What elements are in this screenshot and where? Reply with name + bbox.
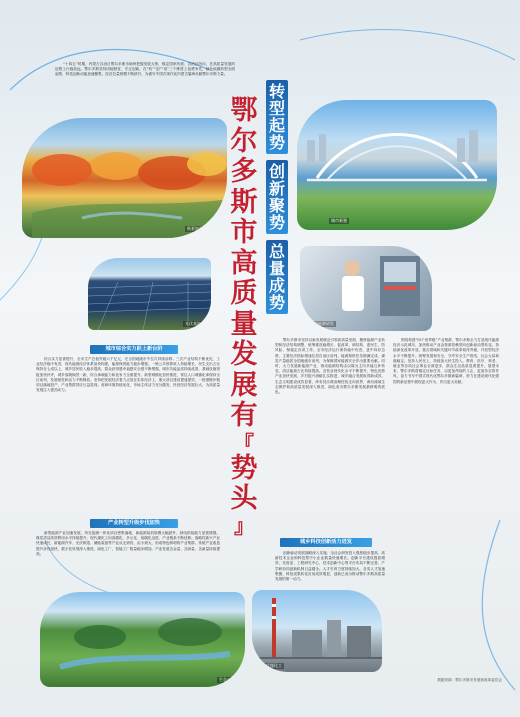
subtitle-char: 量 <box>268 259 285 278</box>
section-heading-2: 产业转型升级步伐加快 <box>90 519 178 528</box>
solar-panels-icon <box>88 258 211 330</box>
city-bridge-photo <box>297 100 497 230</box>
title-char: 势 <box>230 452 258 484</box>
autumn-forest-photo <box>22 118 227 238</box>
subtitle-transform <box>266 80 288 154</box>
subtitle-char: 总 <box>268 242 285 261</box>
subtitle-char: 新 <box>268 179 285 198</box>
bridge-caption: 城市新貌 <box>331 218 347 223</box>
subtitle-char: 势 <box>268 213 285 232</box>
subtitle-char: 势 <box>268 133 285 152</box>
title-char: 量 <box>230 308 258 340</box>
title-char: 尔 <box>230 125 258 157</box>
intro-paragraph: “十四五”时期，内蒙古自治区鄂尔多斯市始终把握发展大势，锚定国家所需、自治区所向，在高质量发展的征程上行稳致远。鄂尔多斯坚持因地制宜、守正创新，在“转”“创”“成”三个维度上奋勇争先，绿色低碳转型全面起势，科技创新动能加速聚集，经济总量规模不断跃升，为谱写中国式现代化内蒙古篇章贡献鄂尔多斯力量。 <box>55 62 235 77</box>
section-body-2: 新型能源产业加速发展，风光氢储一体化项目密集落地，新能源装机规模大幅跃升，绿电供给能力显著增强。煤炭清洁高效利用水平持续提升，现代煤化工向高端化、多元化、低碳化迈进，产业链条不断延伸。战略性新兴产业快速成长，新能源汽车、光伏制造、储能装备等产业从无到有、由小到大，形成特色鲜明的产业集群。传统产业改造提升步伐加快，数字化转型深入推进，绿色工厂、智能工厂数量稳步增加，产业发展含金量、含绿量、含新量持续提高。 <box>36 531 220 556</box>
footer-source: 数据来源：鄂尔多斯市发展和改革委员会 <box>437 678 502 682</box>
solar-field-photo <box>88 258 211 330</box>
subtitle-char: 起 <box>268 116 285 135</box>
title-char: 头 <box>230 483 258 514</box>
subtitle-char: 创 <box>268 162 285 181</box>
section-body-3: 创新驱动发展战略深入实施，全社会研发投入强度稳步提高，高新技术企业和科技型中小企业数量快速增长。创新平台建设提质增效，实验室、工程研究中心、技术创新中心等平台布局不断完善，产学研协同创新机制日益健全。人才引育力度持续加大，各类人才加速集聚，科技成果转化应用成效明显，创新已成为推动鄂尔多斯高质量发展的第一动力。 <box>275 551 385 582</box>
section-body-1: 综合实力显著提升，全市生产总值突破六千亿元，在全国地级市中位次持续前移。三次产业结构不断优化，工业经济稳中有进，现代能源经济体系加快构建，能源保供能力稳步增强。一般公共预算收入持续增长，民生支出占比保持在七成以上，城乡居民收入稳步提高，群众获得感幸福感安全感不断增强。城市功能品质持续改善，基础设施短板加快补齐，城乡面貌焕然一新，综合承载能力和竞争力全面提升。新型城镇化加快推进，常住人口城镇化率保持全区前列，发展韧性和活力不断释放。坚持把发展经济着力点放在实体经济上，重大项目建设提速提效，一批强链补链项目落地投产，产业集群效应日益显现。营商环境持续优化，市场主体活力充分激发，民营经济发展壮大，为高质量发展注入强劲动力。 <box>36 357 220 393</box>
plant-caption: 现代煤化工 <box>262 663 282 668</box>
park-pond-icon <box>40 592 245 687</box>
title-char: 有 <box>230 400 258 431</box>
section-heading-3: 城乡科技创新活力迸发 <box>280 538 372 547</box>
title-char: 市 <box>230 217 258 248</box>
subtitle-char: 成 <box>268 276 285 295</box>
autumn-caption: 秋景如画 <box>187 226 203 231</box>
bridge-arch-icon <box>297 100 497 230</box>
scientist-icon <box>300 246 432 331</box>
title-char: 』 <box>234 513 254 538</box>
right-column-text: 围绕构建“四个世界级”产业集群，鄂尔多斯全力打造现代能源经济示范城市，加快推动产业由资源依赖型向创新驱动型转变。持续深化改革开放，重点领域和关键环节改革取得突破，开放型经济水平不断提升。统筹发展和安全，守牢安全生产底线，社会大局和谐稳定。坚持人民至上，持续加大民生投入，教育、医疗、养老、就业等各项社会事业全面进步，群众生活品质显著提升。展望未来，鄂尔多斯将锚定目标任务，以更加昂扬的斗志、更加务实的作风，奋力书写中国式现代化鄂尔多斯新篇章，努力在建设现代化强国的新征程中展现更大作为、作出更大贡献。 <box>393 338 499 384</box>
subtitle-char: 型 <box>268 99 285 118</box>
title-char: 发 <box>230 339 258 370</box>
title-char: 多 <box>230 156 258 187</box>
chemical-plant-photo <box>252 590 382 672</box>
title-char: 展 <box>230 369 258 401</box>
park-photo <box>40 592 245 687</box>
subtitle-scale <box>266 240 288 314</box>
title-char: 鄂 <box>230 95 258 126</box>
title-char: 『 <box>234 430 254 455</box>
title-char: 质 <box>230 278 258 309</box>
subtitle-innovate <box>266 160 288 234</box>
middle-column-text: 鄂尔多斯市坚持以新发展理念引领高质量发展，聚焦能源产业转型和经济结构调整，统筹推进稳增长、促改革、调结构、惠民生、防风险、保稳定各项工作。全市经济运行保持稳中有进、进中向好态势，主要经济指标增速位居自治区前列。能源保供任务圆满完成，煤炭产量稳居全国地级市前列，为保障国家能源安全作出重要贡献。同时，大力发展新能源产业，推动能源结构由以煤为主向多能互补转变，清洁能源占比持续提高。农牧业现代化水平不断提升，特色优势产业加快发展，乡村振兴战略扎实推进，城乡融合发展取得新成效。生态文明建设成效显著，库布其沙漠治理经验走向世界，黄河流域生态保护和高质量发展深入推进，绿色成为鄂尔多斯发展最鲜明的底色。 <box>275 338 385 395</box>
title-char: 斯 <box>230 186 258 218</box>
subtitle-char: 聚 <box>268 196 285 215</box>
title-char: 高 <box>230 247 258 279</box>
section-heading-1: 城市综合实力跃上新台阶 <box>90 345 178 354</box>
lab-research-photo <box>300 246 432 331</box>
solar-caption: 光伏基地 <box>185 321 201 326</box>
factory-chimney-icon <box>252 590 382 672</box>
subtitle-char: 势 <box>268 293 285 312</box>
subtitle-char: 转 <box>268 82 285 101</box>
park-caption: 生态公园 <box>219 677 235 682</box>
main-title <box>228 96 260 537</box>
autumn-trees-icon <box>22 118 227 238</box>
lab-caption: 新能源研发 <box>314 321 334 326</box>
